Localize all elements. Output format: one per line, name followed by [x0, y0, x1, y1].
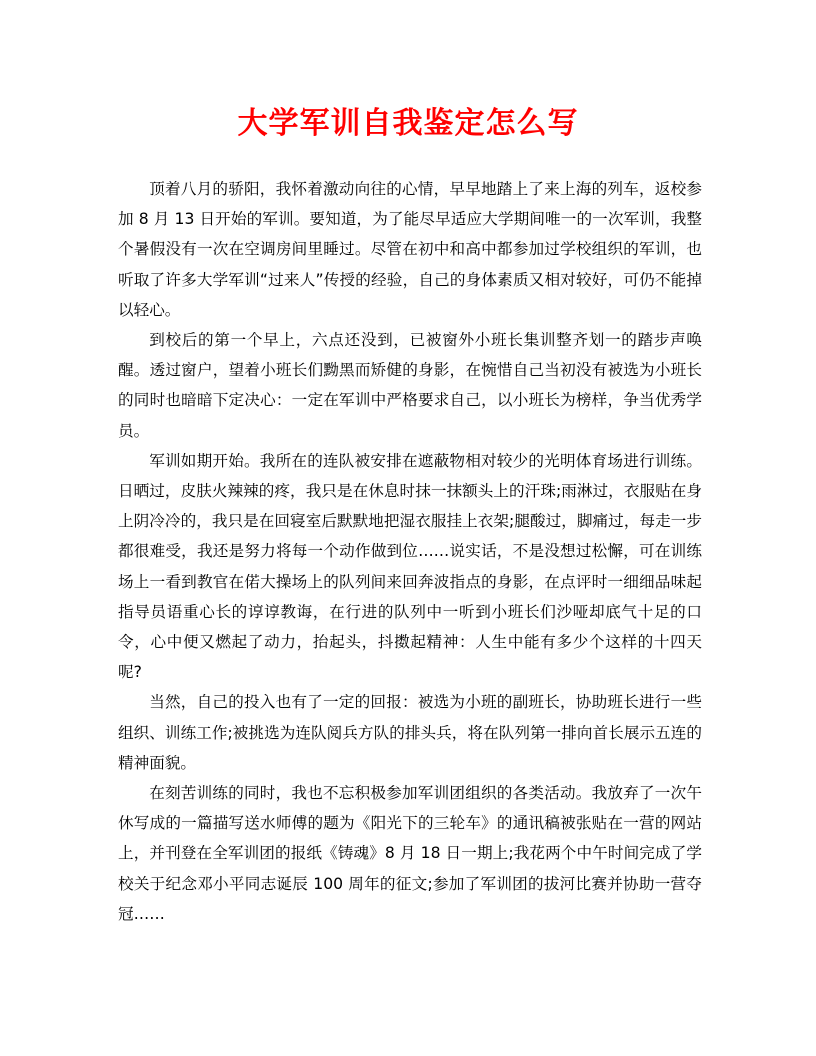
document-body — [118, 174, 702, 929]
document-title: 大学军训自我鉴定怎么写 — [237, 106, 579, 141]
paragraph-2: 到校后的第一个早上，六点还没到，已被窗外小班长集训整齐划一的踏步声唤醒。透过窗户，望着小班长们黝黑而矫健的身影，在惋惜自己当初没有被选为小班长的同时也暗暗下定决心：一定在军训中严格要求自己，以小班长为榜样，争当优秀学员。 — [118, 331, 702, 440]
paragraph-3: 军训如期开始。我所在的连队被安排在遮蔽物相对较少的光明体育场进行训练。日晒过，皮肤火辣辣的疼，我只是在休息时抹一抹额头上的汗珠;雨淋过，衣服贴在身上阴冷冷的，我只是在回寝室后默默地把湿衣服挂上衣架;腿酸过，脚痛过，每走一步都很难受，我还是努力将每一个动作做到位……说实话，不是没想过松懈，可在训练场上一看到教官在偌大操场上的队列间来回奔波指点的身影，在点评时一细细品味起指导员语重心长的谆谆教诲，在行进的队列中一听到小班长们沙哑却底气十足的口令，心中便又燃起了动力，抬起头，抖擞起精神：人生中能有多少个这样的十四天呢? — [118, 451, 702, 682]
paragraph-1: 顶着八月的骄阳，我怀着激动向往的心情，早早地踏上了来上海的列车，返校参加 8 月 13 日开始的军训。要知道，为了能尽早适应大学期间唯一的一次军训，我整个暑假没有一次在空调房间里睡过。尽管在初中和高中都参加过学校组织的军训，也听取了许多大学军训“过来人”传授的经验，自己的身体素质又相对较好，可仍不能掉以轻心。 — [118, 180, 702, 319]
paragraph-5: 在刻苦训练的同时，我也不忘积极参加军训团组织的各类活动。我放弃了一次午休写成的一篇描写送水师傅的题为《阳光下的三轮车》的通讯稿被张贴在一营的网站上，并刊登在全军训团的报纸《铸魂》8 月 18 日一期上;我花两个中午时间完成了学校关于纪念邓小平同志诞辰 100 周年的征文;参加了军训团的拔河比赛并协助一营夺冠…… — [118, 784, 702, 923]
paragraph-4: 当然，自己的投入也有了一定的回报：被选为小班的副班长，协助班长进行一些组织、训练工作;被挑选为连队阅兵方队的排头兵，将在队列第一排向首长展示五连的精神面貌。 — [118, 693, 702, 772]
